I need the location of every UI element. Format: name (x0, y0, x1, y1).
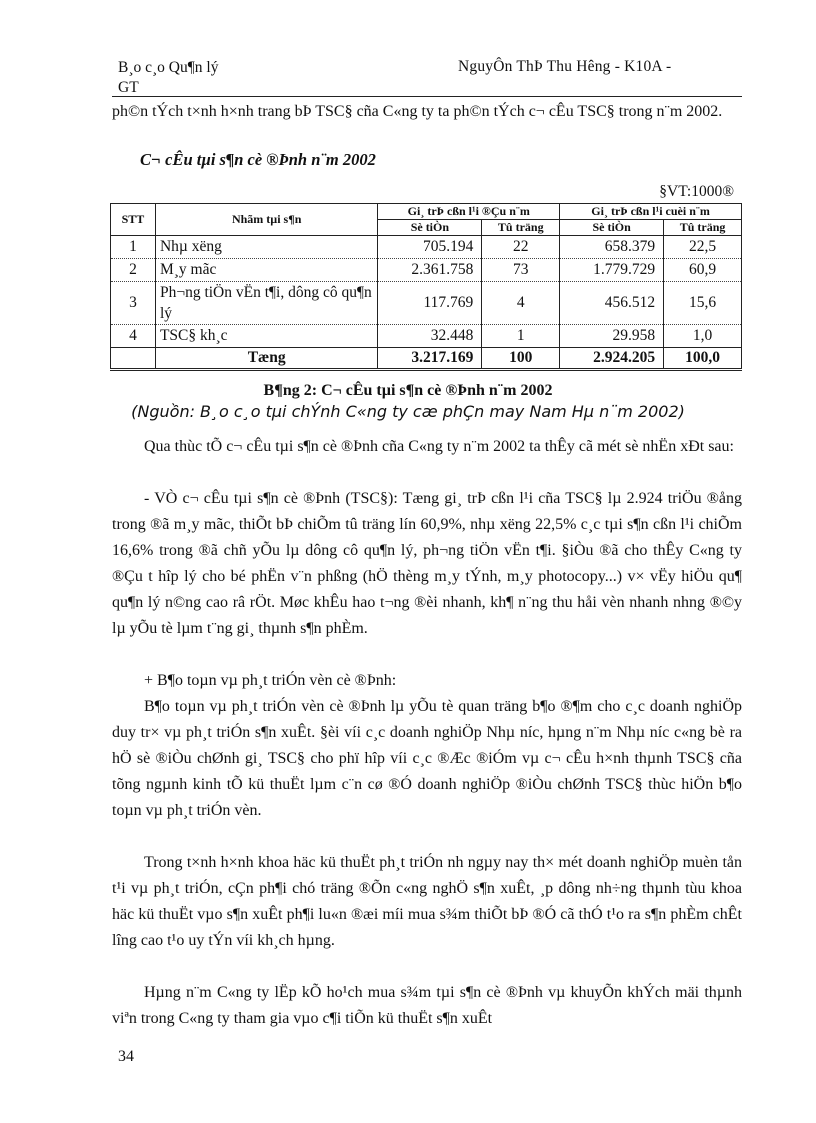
cell-amount-end: 1.779.729 (560, 259, 664, 282)
cell-amount-start: 32.448 (378, 325, 482, 348)
paragraph-4: B¶o toµn vµ ph¸t triÓn vèn cè ®Þnh lµ yÕu tè quan träng b¶o ®¶m cho c¸c doanh nghiÖp duy tr× vµ ph¸t triÓn s¶n xuÊt. §èi víi c¸c doanh nghiÖp Nhµ níc, hµng n¨m Nhµ níc c«ng bè ra hÖ sè ®iÒu chØnh gi¸ TSC§ cho phï hîp víi c¸c ®Æc ®iÓm vµ c¬ cÊu h×nh thµnh TSC§ cña tõng ngµnh kinh tÕ kü thuËt lµm c¨n cø ®Ó doanh nghiÖp ®iÒu chØnh TSC§ thùc hiÖn b¶o toµn vµ ph¸t triÓn vèn. (112, 698, 742, 819)
table-source: (Nguồn: B¸o c¸o tµi chÝnh C«ng ty cæ phÇn may Nam Hµ n¨m 2002) (131, 402, 685, 421)
cell-amount-end: 456.512 (560, 282, 664, 325)
cell-name: TSC§ kh¸c (155, 325, 377, 348)
cell-total-pct-end: 100,0 (664, 348, 742, 370)
cell-name: Nhµ xëng (155, 236, 377, 259)
col-start-pct: Tû träng (482, 220, 560, 236)
paragraph-6: Hµng n¨m C«ng ty lËp kÕ ho¹ch mua s¾m tµi s¶n cè ®Þnh vµ khuyÕn khÝch mäi thµnh viªn trong C«ng ty tham gia vµo c¶i tiÕn kü thuËt s¶n xuÊt (112, 984, 742, 1027)
header-divider (112, 96, 742, 97)
header-left (118, 58, 218, 98)
table-row (111, 236, 742, 259)
cell-total-amount-start: 3.217.169 (378, 348, 482, 370)
cell-pct-end: 22,5 (664, 236, 742, 259)
table-total-row (111, 348, 742, 370)
cell-stt (111, 348, 156, 370)
col-end-amount: Sè tiÒn (560, 220, 664, 236)
cell-total-pct-start: 100 (482, 348, 560, 370)
cell-pct-end: 60,9 (664, 259, 742, 282)
cell-amount-start: 117.769 (378, 282, 482, 325)
cell-amount-end: 29.958 (560, 325, 664, 348)
cell-total-amount-end: 2.924.205 (560, 348, 664, 370)
col-end-pct: Tû träng (664, 220, 742, 236)
cell-stt: 1 (111, 236, 156, 259)
cell-stt: 4 (111, 325, 156, 348)
cell-total-label: Tæng (155, 348, 377, 370)
cell-amount-start: 2.361.758 (378, 259, 482, 282)
table-row (111, 259, 742, 282)
page-number: 34 (118, 1048, 134, 1065)
asset-structure-table (110, 203, 742, 371)
intro-paragraph: ph©n tÝch t×nh h×nh trang bÞ TSC§ cña C«ng ty ta ph©n tÝch c¬ cÊu TSC§ trong n¨m 2002. (112, 103, 723, 120)
paragraph-2: - VÒ c¬ cÊu tµi s¶n cè ®Þnh (TSC§): Tæng gi¸ trÞ cßn l¹i cña TSC§ lµ 2.924 triÖu ®ång trong ®ã m¸y mãc, thiÕt bÞ chiÕm tû träng lín 60,9%, nhµ xëng 22,5% c¸c tµi s¶n cßn l¹i chiÕm 16,6% trong ®ã chñ yÕu lµ dông cô qu¶n lý, ph¬ng tiÖn vËn t¶i. §iÒu ®ã cho thÊy C«ng ty ®Çu t hîp lý cho bé phËn v¨n phßng (hÖ thèng m¸y tÝnh, m¸y photocopy...) v× vËy hiÖu qu¶ qu¶n lý n©ng cao râ rÖt. Møc khÊu hao t¬ng ®èi nhanh, kh¶ n¨ng thu håi vèn nhanh nhng ®©y lµ yÕu tè lµm t¨ng gi¸ thµnh s¶n phÈm. (112, 490, 742, 637)
paragraph-5: Trong t×nh h×nh khoa häc kü thuËt ph¸t triÓn nh ngµy nay th× mét doanh nghiÖp muèn tån t¹i vµ ph¸t triÓn, cÇn ph¶i chó träng ®Õn c«ng nghÖ s¶n xuÊt, ¸p dông nh÷ng thµnh tùu khoa häc kü thuËt vµo s¶n xuÊt ph¶i lu«n ®æi míi mua s¾m thiÕt bÞ ®Ó cã thÓ t¹o ra s¶n phÈm chÊt lîng cao t¹o uy tÝn víi kh¸ch hµng. (112, 854, 742, 949)
table-row (111, 325, 742, 348)
cell-pct-start: 1 (482, 325, 560, 348)
col-start-amount: Sè tiÒn (378, 220, 482, 236)
header-report-title: B¸o c¸o Qu¶n lý (118, 59, 219, 76)
cell-name: Ph¬ng tiÖn vËn t¶i, dông cô qu¶n lý (155, 282, 377, 325)
col-stt: STT (111, 204, 156, 236)
cell-pct-start: 73 (482, 259, 560, 282)
table-caption: B¶ng 2: C¬ cÊu tµi s¶n cè ®Þnh n¨m 2002 (263, 382, 553, 399)
header-author: NguyÔn ThÞ Thu Hêng - K10A - (458, 58, 672, 75)
cell-pct-end: 1,0 (664, 325, 742, 348)
cell-name: M¸y mãc (155, 259, 377, 282)
cell-pct-end: 15,6 (664, 282, 742, 325)
col-start-year: Gi¸ trÞ cßn l¹i ®Çu n¨m (378, 204, 560, 220)
unit-label: §VT:1000® (659, 183, 734, 200)
cell-amount-start: 705.194 (378, 236, 482, 259)
section-title: C¬ cÊu tµi s¶n cè ®Þnh n¨m 2002 (140, 150, 376, 169)
cell-amount-end: 658.379 (560, 236, 664, 259)
paragraph-1: Qua thùc tÕ c¬ cÊu tµi s¶n cè ®Þnh cña C«ng ty n¨m 2002 ta thÊy cã mét sè nhËn xÐt sau: (144, 438, 734, 455)
cell-stt: 3 (111, 282, 156, 325)
col-asset-group: Nhãm tµi s¶n (155, 204, 377, 236)
cell-stt: 2 (111, 259, 156, 282)
cell-pct-start: 4 (482, 282, 560, 325)
cell-pct-start: 22 (482, 236, 560, 259)
header-report-title-cont: GT (118, 79, 139, 96)
paragraph-3: + B¶o toµn vµ ph¸t triÓn vèn cè ®Þnh: (144, 672, 397, 689)
table-row (111, 282, 742, 325)
col-end-year: Gi¸ trÞ cßn l¹i cuèi n¨m (560, 204, 742, 220)
